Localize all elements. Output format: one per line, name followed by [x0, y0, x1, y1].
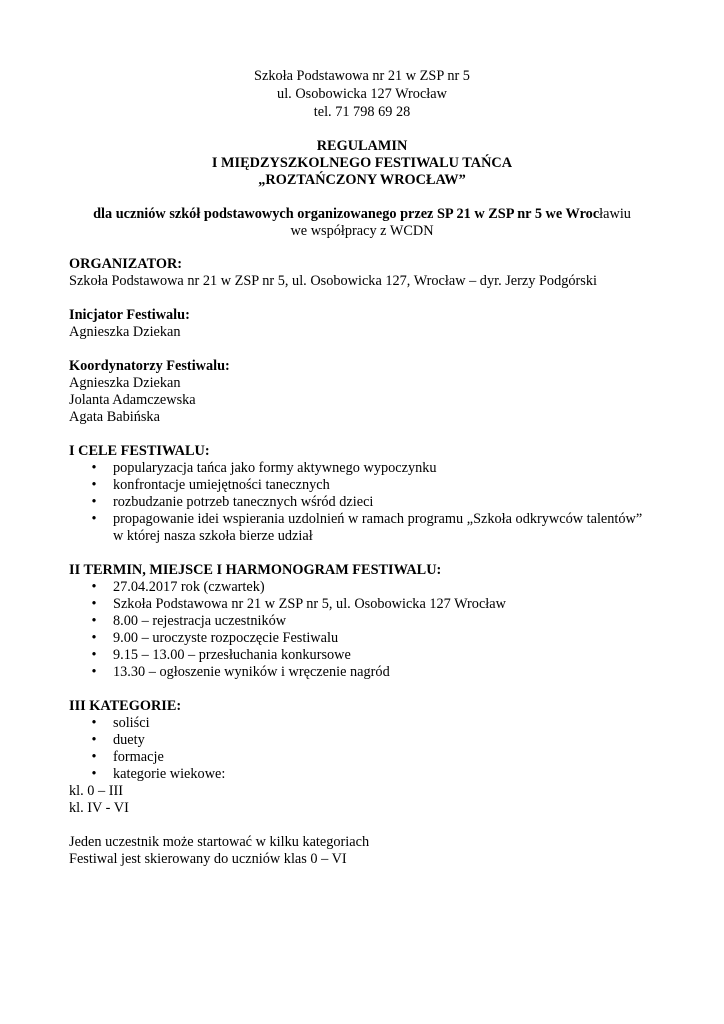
- bullet-icon: •: [91, 749, 97, 765]
- coordinator-name: Agnieszka Dziekan: [69, 375, 181, 391]
- schedule-item: 9.15 – 13.00 – przesłuchania konkursowe: [113, 647, 351, 663]
- bullet-icon: •: [91, 613, 97, 629]
- age-group: kl. 0 – III: [69, 783, 123, 799]
- categories-heading: III KATEGORIE:: [69, 698, 182, 714]
- bullet-icon: •: [91, 511, 97, 527]
- goals-heading: I CELE FESTIWALU:: [69, 443, 210, 459]
- school-address: ul. Osobowicka 127 Wrocław: [277, 86, 447, 102]
- school-name: Szkoła Podstawowa nr 21 w ZSP nr 5: [254, 68, 470, 84]
- bullet-icon: •: [91, 630, 97, 646]
- subtitle-line-2: we współpracy z WCDN: [290, 223, 434, 239]
- bullet-icon: •: [91, 732, 97, 748]
- bullet-icon: •: [91, 579, 97, 595]
- title-regulamin: REGULAMIN: [316, 138, 408, 154]
- category-item: soliści: [113, 715, 150, 731]
- schedule-item: 9.00 – uroczyste rozpoczęcie Festiwalu: [113, 630, 339, 646]
- subtitle-normal-part: ławiu: [599, 206, 631, 222]
- category-item: formacje: [113, 749, 164, 765]
- goals-item: konfrontacje umiejętności tanecznych: [113, 477, 330, 493]
- coordinator-name: Jolanta Adamczewska: [69, 392, 196, 408]
- schedule-item: 27.04.2017 rok (czwartek): [113, 579, 265, 595]
- coordinator-name: Agata Babińska: [69, 409, 160, 425]
- schedule-heading: II TERMIN, MIEJSCE I HARMONOGRAM FESTIWALU:: [69, 562, 442, 578]
- note-line: Festiwal jest skierowany do uczniów klas 0 – VI: [69, 851, 347, 867]
- goals-item: rozbudzanie potrzeb tanecznych wśród dzieci: [113, 494, 374, 510]
- bullet-icon: •: [91, 477, 97, 493]
- note-line: Jeden uczestnik może startować w kilku kategoriach: [69, 834, 370, 850]
- schedule-item: Szkoła Podstawowa nr 21 w ZSP nr 5, ul. Osobowicka 127 Wrocław: [113, 596, 506, 612]
- title-festival-name: „ROZTAŃCZONY WROCŁAW”: [258, 172, 466, 188]
- category-item: kategorie wiekowe:: [113, 766, 226, 782]
- initiator-name: Agnieszka Dziekan: [69, 324, 181, 340]
- schedule-item: 13.30 – ogłoszenie wyników i wręczenie nagród: [113, 664, 390, 680]
- category-item: duety: [113, 732, 145, 748]
- bullet-icon: •: [91, 596, 97, 612]
- bullet-icon: •: [91, 494, 97, 510]
- bullet-icon: •: [91, 715, 97, 731]
- organizer-heading: ORGANIZATOR:: [69, 256, 183, 272]
- bullet-icon: •: [91, 647, 97, 663]
- bullet-icon: •: [91, 460, 97, 476]
- goals-item-continuation: w której nasza szkoła bierze udział: [113, 528, 313, 544]
- initiator-heading: Inicjator Festiwalu:: [69, 307, 190, 323]
- bullet-icon: •: [91, 766, 97, 782]
- coordinators-heading: Koordynatorzy Festiwalu:: [69, 358, 230, 374]
- organizer-text: Szkoła Podstawowa nr 21 w ZSP nr 5, ul. Osobowicka 127, Wrocław – dyr. Jerzy Podgórski: [69, 273, 597, 289]
- subtitle-bold-part: dla uczniów szkół podstawowych organizowanego przez SP 21 w ZSP nr 5 we Wroc: [93, 206, 600, 222]
- goals-item: propagowanie idei wspierania uzdolnień w ramach programu „Szkoła odkrywców talentów”: [113, 511, 643, 527]
- goals-item: popularyzacja tańca jako formy aktywnego wypoczynku: [113, 460, 437, 476]
- bullet-icon: •: [91, 664, 97, 680]
- age-group: kl. IV - VI: [69, 800, 129, 816]
- subtitle-line-1: [0, 206, 724, 223]
- school-phone: tel. 71 798 69 28: [313, 104, 411, 120]
- schedule-item: 8.00 – rejestracja uczestników: [113, 613, 287, 629]
- title-festival: I MIĘDZYSZKOLNEGO FESTIWALU TAŃCA: [211, 155, 513, 171]
